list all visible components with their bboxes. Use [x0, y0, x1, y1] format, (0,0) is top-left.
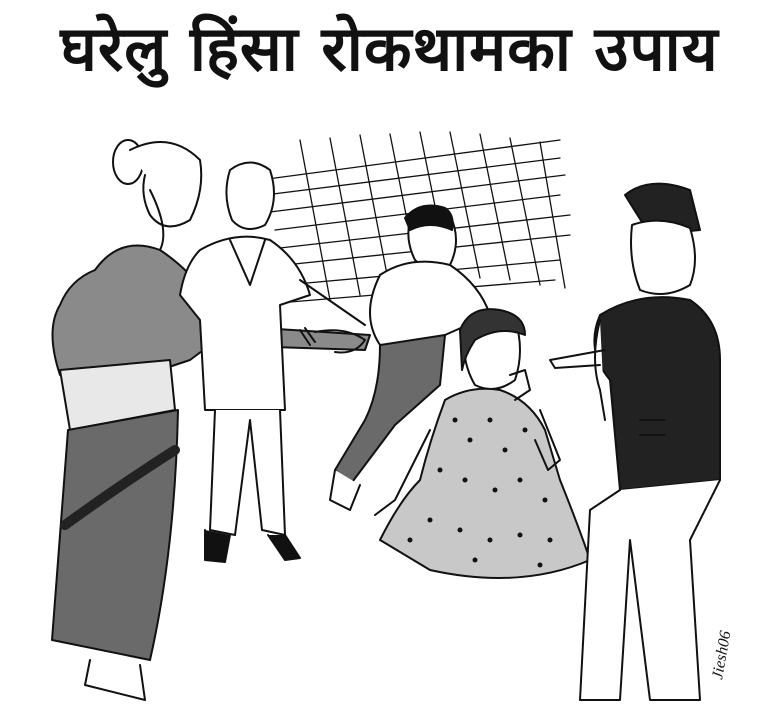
man-with-topi-figure [550, 184, 720, 700]
artist-signature: Jiesh06 [709, 629, 735, 681]
domestic-violence-illustration [0, 120, 779, 720]
page-title: घरेलु हिंसा रोकथामका उपाय [60, 12, 719, 85]
